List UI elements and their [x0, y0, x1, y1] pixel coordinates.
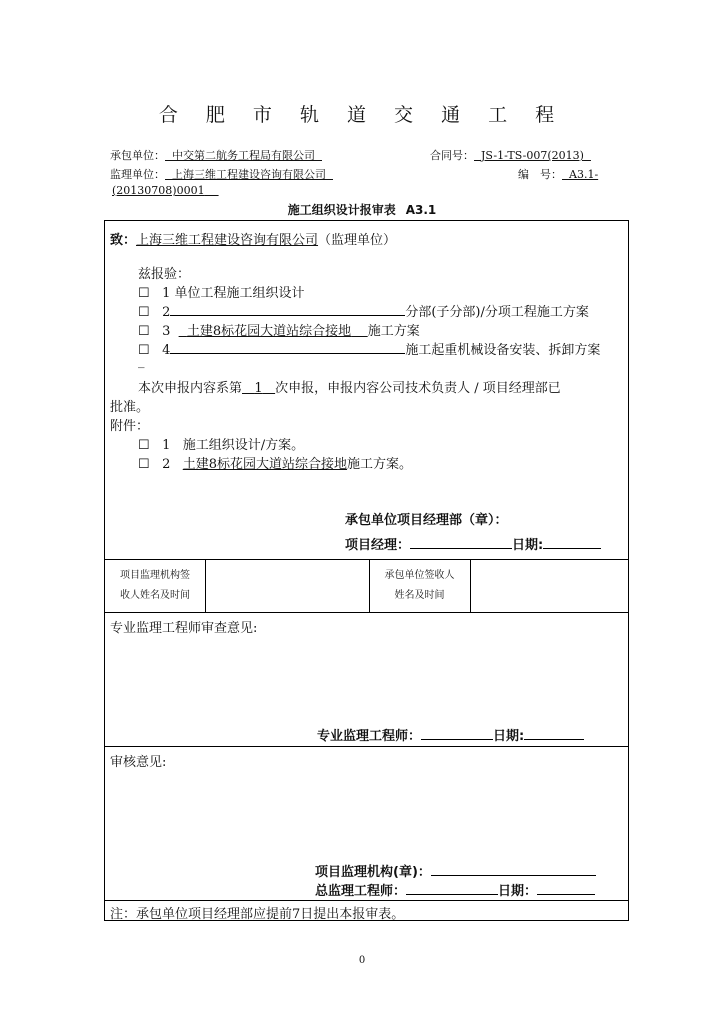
- pm-signature-line: [345, 534, 601, 553]
- attachment-item-1: ☐ 1 施工组织设计/方案。: [138, 438, 305, 453]
- checkbox[interactable]: ☐: [138, 324, 150, 339]
- submission-count-line: 本次申报内容系第 1 次申报，申报内容公司技术负责人 / 项目经理部已: [138, 381, 561, 396]
- engineer-date-label: 日期:: [493, 729, 525, 744]
- to-line: [110, 229, 396, 248]
- chief-date-blank[interactable]: [537, 882, 595, 895]
- pm-date-label: 日期:: [512, 538, 544, 553]
- checkbox[interactable]: ☐: [138, 286, 150, 301]
- contractor-row: [110, 147, 322, 163]
- divider: [105, 612, 628, 613]
- page-number: 0: [358, 955, 366, 966]
- chief-review-label: 审核意见:: [110, 755, 167, 770]
- to-suffix: （监理单位）: [318, 233, 397, 248]
- submission-count: 1: [254, 381, 263, 396]
- contract-no-row: [430, 147, 591, 163]
- dash-mark: _: [138, 354, 145, 369]
- pm-date-blank[interactable]: [543, 536, 601, 549]
- to-label: 致：: [110, 233, 137, 248]
- checkbox-item-3: ☐ 3 土建8标花园大道站综合接地 施工方案: [138, 324, 420, 339]
- intro-text: 兹报验：: [138, 267, 191, 282]
- divider: [105, 746, 628, 747]
- supervisor-label: 监理单位：: [110, 168, 165, 181]
- supervisor-receiver-label: 项目监理机构签 收人姓名及时间: [120, 570, 190, 601]
- divider: [105, 900, 628, 901]
- form-title: [0, 201, 724, 218]
- chief-signature-line: [315, 880, 595, 899]
- engineer-signature-blank[interactable]: [421, 727, 493, 740]
- checkbox-item-2: ☐ 2 分部(子分部)/分项工程施工方案: [138, 305, 589, 320]
- contractor-label: 承包单位：: [110, 149, 165, 162]
- supervision-org-label: 项目监理机构(章)：: [315, 865, 431, 880]
- attachments-label: 附件：: [110, 419, 150, 434]
- supervisor-value: 上海三维工程建设咨询有限公司: [172, 168, 326, 181]
- pm-label: 项目经理：: [345, 538, 411, 553]
- footnote: 注：承包单位项目经理部应提前7日提出本报审表。: [110, 907, 405, 922]
- form-code: A3.1: [405, 203, 437, 217]
- serial-row: [518, 166, 598, 182]
- attachment-scheme-name: 土建8标花园大道站综合接地: [182, 457, 348, 472]
- blank-line: [170, 303, 405, 316]
- engineer-review-label: 专业监理工程师审查意见:: [110, 621, 258, 636]
- checkbox[interactable]: ☐: [138, 438, 150, 453]
- contract-no-value: JS-1-TS-007(2013): [481, 149, 584, 162]
- chief-date-label: 日期：: [498, 884, 538, 899]
- engineer-label: 专业监理工程师：: [317, 729, 422, 744]
- checkbox-item-4: ☐ 4 施工起重机械设备安装、拆卸方案: [138, 343, 601, 358]
- blank-line: [170, 341, 405, 354]
- checkbox[interactable]: ☐: [138, 457, 150, 472]
- chief-label: 总监理工程师：: [315, 884, 407, 899]
- to-value: 上海三维工程建设咨询有限公司: [136, 233, 319, 248]
- scheme-name: 土建8标花园大道站综合接地: [186, 324, 352, 339]
- chief-signature-blank[interactable]: [406, 882, 498, 895]
- checkbox[interactable]: ☐: [138, 343, 150, 358]
- supervision-org-line: [315, 861, 596, 880]
- contractor-seal-label: 承包单位项目经理部（章）：: [345, 513, 508, 528]
- form-title-text: 施工组织设计报审表: [287, 203, 396, 217]
- supervisor-row: [110, 166, 333, 182]
- serial-label: 编 号：: [518, 168, 562, 181]
- divider: [470, 559, 471, 612]
- approved-text: 批准。: [110, 400, 150, 415]
- checkbox-item-1: ☐ 1 单位工程施工组织设计: [138, 286, 305, 301]
- form-table: [104, 220, 629, 921]
- serial-value-continued: (20130708)0001: [112, 184, 205, 197]
- engineer-date-blank[interactable]: [524, 727, 584, 740]
- contractor-receiver-label: 承包单位签收人 姓名及时间: [384, 570, 455, 601]
- pm-signature-blank[interactable]: [410, 536, 512, 549]
- attachment-item-2: ☐ 2 土建8标花园大道站综合接地施工方案。: [138, 457, 413, 472]
- contractor-value: 中交第二航务工程局有限公司: [172, 149, 315, 162]
- contract-no-label: 合同号：: [430, 149, 474, 162]
- divider: [105, 559, 628, 560]
- divider: [205, 559, 206, 612]
- checkbox[interactable]: ☐: [138, 305, 150, 320]
- serial-value: A3.1-: [569, 168, 599, 181]
- supervision-org-blank[interactable]: [431, 863, 596, 876]
- engineer-signature-line: [317, 725, 584, 744]
- document-title: 合 肥 市 轨 道 交 通 工 程: [158, 104, 566, 126]
